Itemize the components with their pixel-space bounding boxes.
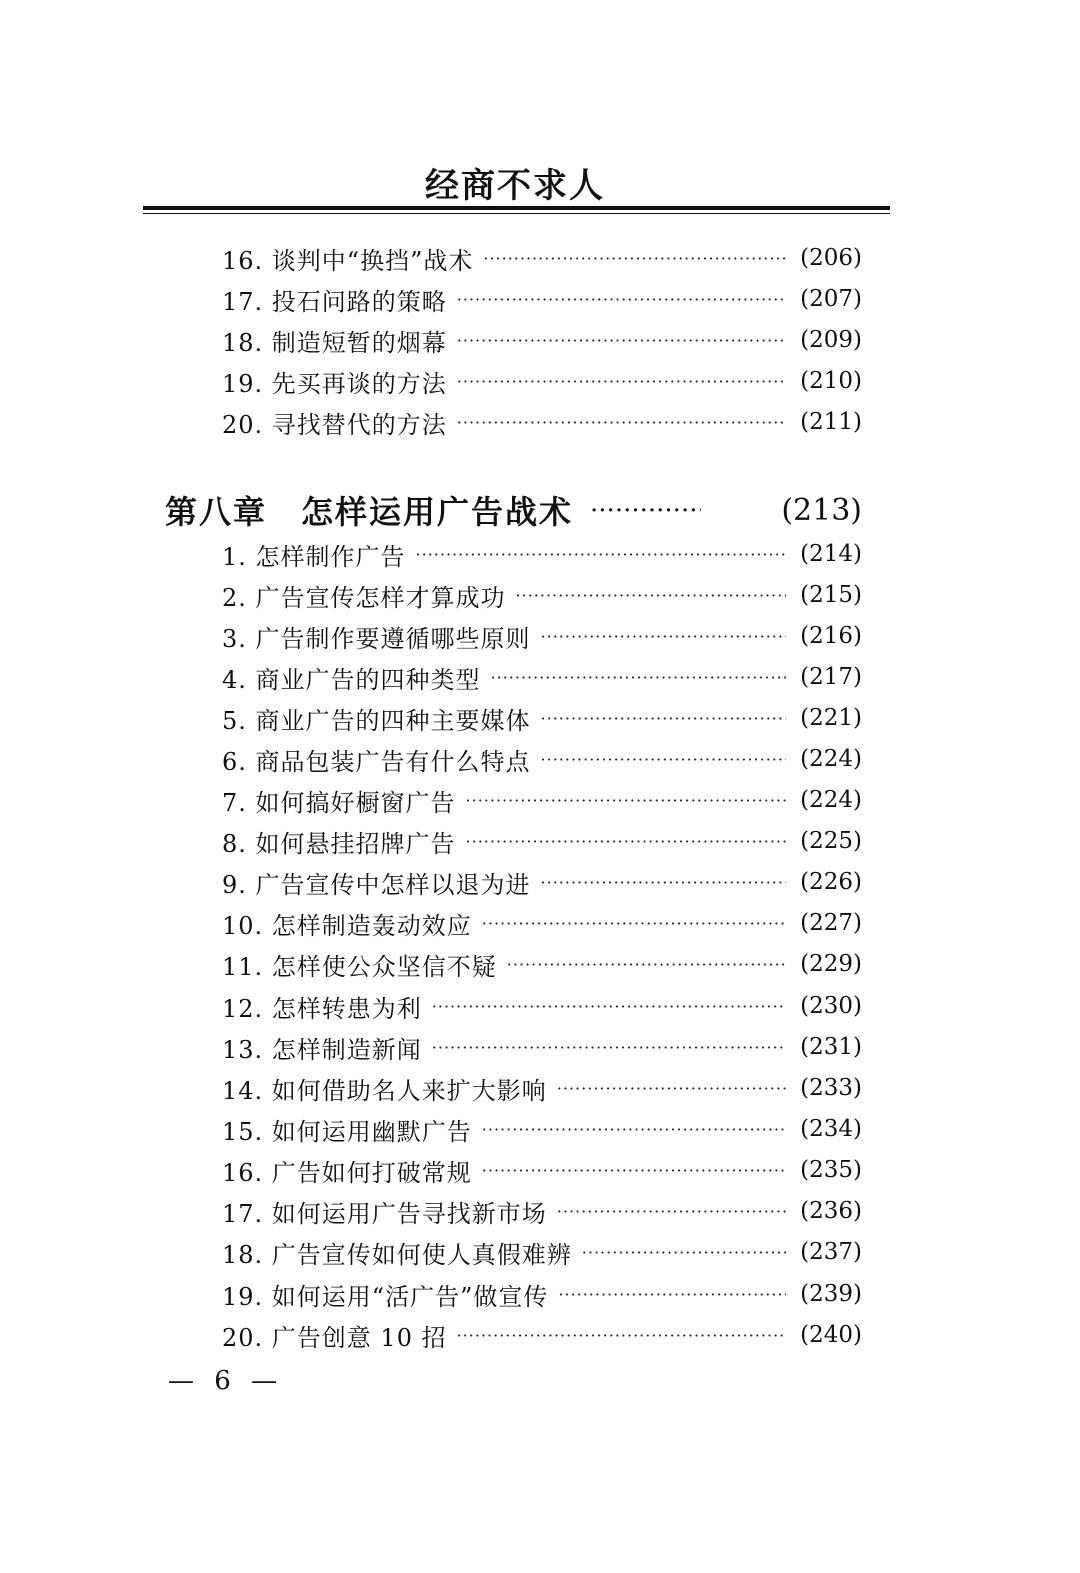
toc-leader-dots xyxy=(466,832,787,851)
toc-entry-label: 16. 广告如何打破常规 xyxy=(222,1158,472,1187)
toc-entry-page: (224) xyxy=(800,746,862,772)
toc-entry-page: (227) xyxy=(800,910,862,936)
toc-entry-page: (224) xyxy=(800,787,862,813)
toc-entry xyxy=(222,659,862,695)
running-header-title: 经商不求人 xyxy=(425,166,605,206)
toc-leader-dots xyxy=(432,1038,786,1057)
toc-entry xyxy=(222,988,862,1024)
toc-entry xyxy=(222,1234,862,1270)
toc-entry xyxy=(222,1070,862,1106)
toc-leader-dots xyxy=(541,709,787,728)
toc-entry-label: 14. 如何借助名人来扩大影响 xyxy=(222,1076,547,1105)
toc-entry-page: (221) xyxy=(800,705,862,731)
toc-entry-page: (231) xyxy=(800,1034,862,1060)
toc-entry-page: (234) xyxy=(800,1116,862,1142)
toc-entry-page: (229) xyxy=(800,951,862,977)
toc-leader-dots xyxy=(582,1243,786,1262)
toc-entry xyxy=(222,536,862,572)
toc-entry xyxy=(222,946,862,982)
toc-entry xyxy=(222,404,862,440)
toc-entry xyxy=(222,363,862,399)
header-rule-thick xyxy=(143,206,890,210)
toc-entry xyxy=(222,240,862,276)
toc-entry-label: 17. 如何运用广告寻找新市场 xyxy=(222,1199,547,1228)
toc-entry xyxy=(222,700,862,736)
toc-entry xyxy=(222,1193,862,1229)
toc-leader-dots xyxy=(457,331,786,350)
toc-leader-dots xyxy=(466,791,787,810)
toc-entry-page: (235) xyxy=(800,1157,862,1183)
toc-entry xyxy=(222,1276,862,1312)
toc-entry-label: 17. 投石问路的策略 xyxy=(222,287,447,316)
toc-entry-label: 5. 商业广告的四种主要媒体 xyxy=(222,706,531,735)
toc-entry xyxy=(222,741,862,777)
toc-entry xyxy=(222,782,862,818)
toc-entry-label: 19. 先买再谈的方法 xyxy=(222,369,447,398)
toc-entry xyxy=(222,1111,862,1147)
toc-entry-page: (233) xyxy=(800,1075,862,1101)
toc-entry xyxy=(222,577,862,613)
chapter-page: (213) xyxy=(781,492,862,528)
toc-entry-label: 20. 广告创意 10 招 xyxy=(222,1323,447,1352)
toc-entry-label: 19. 如何运用“活广告”做宣传 xyxy=(222,1282,549,1311)
toc-entry-label: 18. 制造短暂的烟幕 xyxy=(222,328,447,357)
toc-entry-page: (211) xyxy=(800,409,862,435)
toc-entry-page: (215) xyxy=(800,582,862,608)
toc-leader-dots xyxy=(541,750,787,769)
toc-entry-label: 9. 广告宣传中怎样以退为进 xyxy=(222,870,531,899)
header-rule-thin xyxy=(143,213,890,214)
toc-entry xyxy=(222,1152,862,1188)
toc-entry-label: 11. 怎样使公众坚信不疑 xyxy=(222,952,497,981)
toc-leader-dots xyxy=(482,914,786,933)
toc-entry xyxy=(222,618,862,654)
toc-entry-label: 3. 广告制作要遵循哪些原则 xyxy=(222,624,531,653)
toc-entry-page: (209) xyxy=(800,327,862,353)
toc-entry-page: (207) xyxy=(800,286,862,312)
toc-leader-dots xyxy=(457,1326,787,1345)
toc-entry xyxy=(222,1029,862,1065)
toc-leader-dots xyxy=(457,290,786,309)
toc-entry xyxy=(222,281,862,317)
chapter-leader-dots xyxy=(591,500,701,521)
toc-leader-dots xyxy=(516,586,787,605)
toc-entry-page: (226) xyxy=(800,869,862,895)
toc-entry-page: (239) xyxy=(800,1281,862,1307)
toc-entry-label: 2. 广告宣传怎样才算成功 xyxy=(222,583,506,612)
toc-leader-dots xyxy=(432,997,786,1016)
toc-leader-dots xyxy=(482,1120,786,1139)
toc-entry-label: 10. 怎样制造轰动效应 xyxy=(222,911,472,940)
toc-leader-dots xyxy=(541,627,787,646)
toc-entry-page: (225) xyxy=(800,828,862,854)
toc-leader-dots xyxy=(482,1161,786,1180)
toc-entry-page: (230) xyxy=(800,993,862,1019)
toc-leader-dots xyxy=(457,413,786,432)
toc-entry-page: (214) xyxy=(800,541,862,567)
toc-entry xyxy=(222,322,862,358)
toc-entry-label: 4. 商业广告的四种类型 xyxy=(222,665,481,694)
chapter-title: 第八章 怎样运用广告战术 xyxy=(165,493,574,531)
toc-entry-label: 20. 寻找替代的方法 xyxy=(222,410,447,439)
toc-leader-dots xyxy=(457,372,786,391)
toc-leader-dots xyxy=(491,668,787,687)
toc-leader-dots xyxy=(507,955,786,974)
toc-entry xyxy=(222,823,862,859)
toc-leader-dots xyxy=(557,1202,786,1221)
toc-entry-page: (210) xyxy=(800,368,862,394)
toc-entry-label: 13. 怎样制造新闻 xyxy=(222,1035,422,1064)
toc-entry xyxy=(222,1317,862,1353)
toc-entry xyxy=(222,905,862,941)
toc-entry-label: 7. 如何搞好橱窗广告 xyxy=(222,788,456,817)
toc-leader-dots xyxy=(483,249,786,268)
toc-entry-label: 18. 广告宣传如何使人真假难辨 xyxy=(222,1240,572,1269)
toc-entry-page: (237) xyxy=(800,1239,862,1265)
toc-entry-label: 1. 怎样制作广告 xyxy=(222,542,406,571)
toc-entry-label: 16. 谈判中“换挡”战术 xyxy=(222,246,474,275)
toc-leader-dots xyxy=(541,873,787,892)
toc-leader-dots xyxy=(416,545,787,564)
toc-leader-dots xyxy=(557,1079,786,1098)
toc-entry xyxy=(222,864,862,900)
toc-entry-label: 8. 如何悬挂招牌广告 xyxy=(222,829,456,858)
toc-entry-page: (240) xyxy=(800,1322,862,1348)
toc-entry-label: 12. 怎样转患为利 xyxy=(222,994,422,1023)
toc-leader-dots xyxy=(558,1285,786,1304)
chapter-heading xyxy=(165,486,862,534)
page-number: — 6 — xyxy=(168,1366,284,1396)
toc-entry-label: 6. 商品包装广告有什么特点 xyxy=(222,747,531,776)
toc-entry-page: (217) xyxy=(800,664,862,690)
toc-entry-page: (206) xyxy=(800,245,862,271)
toc-entry-label: 15. 如何运用幽默广告 xyxy=(222,1117,472,1146)
toc-entry-page: (216) xyxy=(800,623,862,649)
toc-entry-page: (236) xyxy=(800,1198,862,1224)
